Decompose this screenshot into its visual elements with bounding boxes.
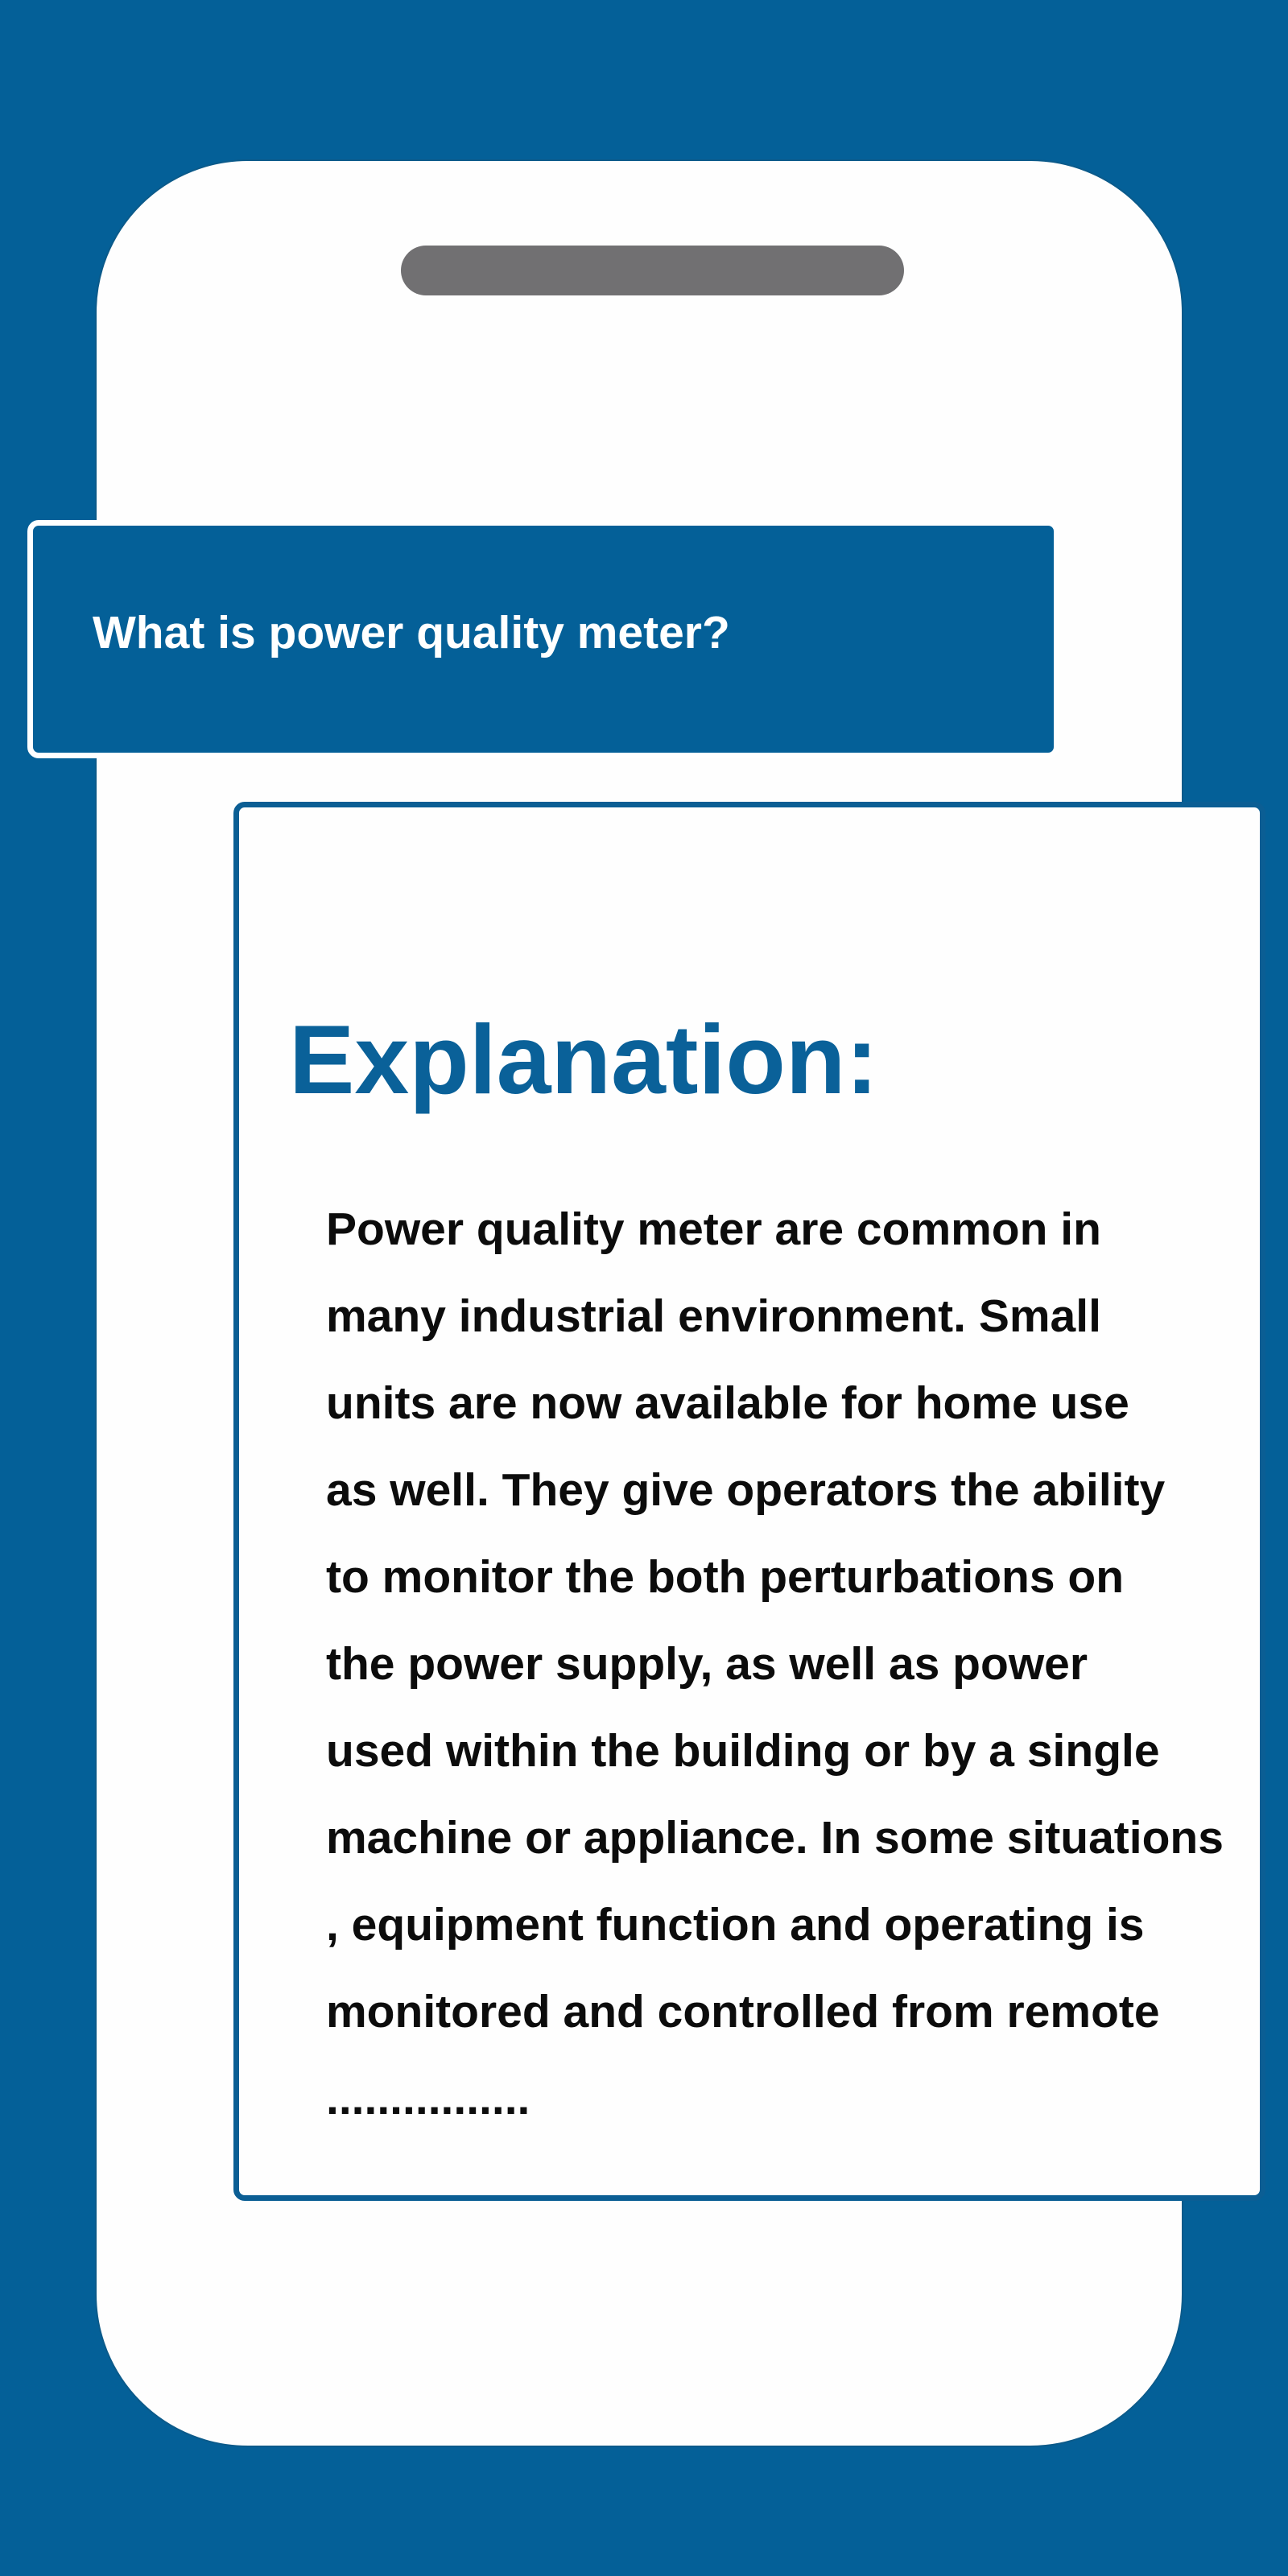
explanation-ellipsis: ................: [326, 2073, 530, 2124]
explanation-line: , equipment function and operating is: [326, 1899, 1145, 1951]
explanation-line: the power supply, as well as power: [326, 1638, 1088, 1690]
question-text: What is power quality meter?: [93, 607, 730, 658]
explanation-card: [233, 802, 1265, 2201]
explanation-line: machine or appliance. In some situations: [326, 1812, 1224, 1864]
explanation-body: [326, 1186, 1288, 2142]
explanation-line: monitored and controlled from remote: [326, 1986, 1160, 2037]
explanation-line: many industrial environment. Small: [326, 1290, 1101, 1342]
question-box: [27, 520, 1059, 758]
explanation-line: to monitor the both perturbations on: [326, 1551, 1125, 1603]
explanation-line: units are now available for home use: [326, 1377, 1129, 1429]
explanation-heading: Explanation:: [289, 1005, 879, 1114]
explanation-line: Power quality meter are common in: [326, 1203, 1101, 1255]
explanation-line: as well. They give operators the ability: [326, 1464, 1166, 1516]
explanation-line: used within the building or by a single: [326, 1725, 1160, 1777]
phone-speaker-bar: [401, 246, 904, 295]
